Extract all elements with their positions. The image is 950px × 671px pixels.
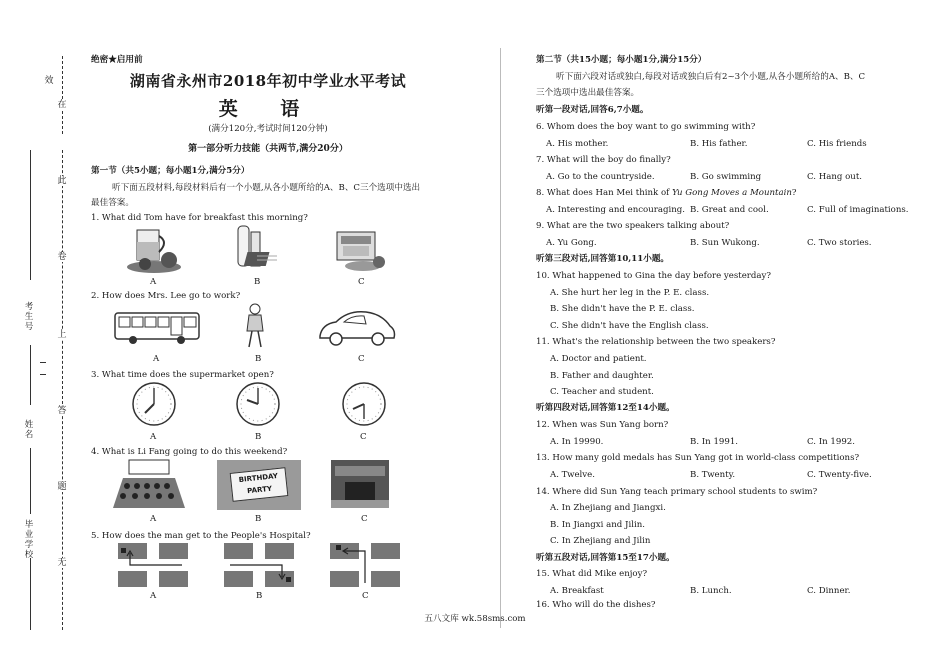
- field-line: [30, 150, 31, 280]
- option-b: B. Lunch.: [690, 586, 732, 596]
- question-8-text: 8. What does Han Mei think of: [536, 188, 673, 198]
- option-b: B. She didn't have the P. E. class.: [550, 304, 695, 314]
- section2-heading: 第二节（共15小题；每小题1分,满分15分）: [536, 55, 707, 65]
- group-heading-1: 听第一段对话,回答6,7小题。: [536, 105, 649, 115]
- group-heading-4: 听第四段对话,回答第12至14小题。: [536, 403, 675, 413]
- breakfast-milk-image: [233, 224, 277, 270]
- option-b: B. Go swimming: [690, 172, 762, 182]
- option-label: C: [358, 277, 365, 287]
- question-5: 5. How does the man get to the People's Hospital?: [91, 531, 311, 541]
- option-c: C. His friends: [807, 139, 867, 149]
- margin-word: 效: [44, 76, 54, 86]
- option-a: A. Yu Gong.: [546, 238, 597, 248]
- option-c: C. Dinner.: [807, 586, 851, 596]
- field-label-school: 毕业学校: [24, 520, 34, 560]
- margin-dash-line: [62, 56, 63, 134]
- option-a: A. She hurt her leg in the P. E. class.: [550, 288, 710, 298]
- clock-image-c: [341, 381, 387, 427]
- question-8-mark: ?: [791, 188, 797, 198]
- option-b: B. Sun Wukong.: [690, 238, 760, 248]
- clock-image-a: [131, 381, 177, 427]
- route-map-a: [118, 543, 188, 587]
- option-c: C. She didn't have the English class.: [550, 321, 709, 331]
- group-heading-5: 听第五段对话,回答第15至17小题。: [536, 553, 675, 563]
- subject-title: 英 语: [218, 98, 318, 120]
- footer-watermark: 五八文库 wk.58sms.com: [424, 614, 526, 624]
- field-label-candidate-no: 考生号: [24, 302, 34, 332]
- section1-heading: 第一节（共5小题；每小题1分,满分5分）: [91, 166, 250, 176]
- question-3: 3. What time does the supermarket open?: [91, 370, 274, 380]
- question-11: 11. What's the relationship between the two speakers?: [536, 337, 776, 347]
- option-label: C: [361, 514, 368, 524]
- field-mark: [40, 374, 46, 375]
- option-c: C. Teacher and student.: [550, 387, 654, 397]
- bus-image: [113, 310, 201, 346]
- walking-woman-image: [244, 303, 268, 349]
- option-label: A: [150, 432, 157, 442]
- part1-heading: 第一部分听力技能（共两节,满分20分）: [188, 144, 348, 154]
- question-8: [536, 188, 797, 199]
- option-c: C. Hang out.: [807, 172, 863, 182]
- option-b: B. Father and daughter.: [550, 371, 654, 381]
- question-1: 1. What did Tom have for breakfast this morning?: [91, 213, 308, 223]
- option-b: B. In Jiangxi and Jilin.: [550, 520, 645, 530]
- option-b: B. Great and cool.: [690, 205, 769, 215]
- option-b: B. His father.: [690, 139, 748, 149]
- option-c: C. Twenty-five.: [807, 470, 872, 480]
- option-label: A: [150, 514, 157, 524]
- route-map-c: [330, 543, 400, 587]
- option-label: B: [256, 591, 263, 601]
- option-label: B: [255, 432, 262, 442]
- section2-instructions-cont: 三个选项中选出最佳答案。: [536, 88, 640, 98]
- option-b: B. In 1991.: [690, 437, 739, 447]
- exam-info: (满分120分,考试时间120分钟): [208, 124, 328, 134]
- option-label: B: [255, 514, 262, 524]
- section2-instructions: 听下面六段对话或独白,每段对话或独白后有2~3个小题,从各小题所给的A、B、C: [556, 72, 866, 82]
- clock-image-b: [235, 381, 281, 427]
- secret-label: 绝密★启用前: [91, 55, 143, 65]
- option-label: A: [150, 591, 157, 601]
- option-a: A. In 19990.: [550, 437, 604, 447]
- margin-word: 卷: [57, 252, 67, 262]
- option-label: B: [255, 354, 262, 364]
- question-10: 10. What happened to Gina the day before yesterday?: [536, 271, 772, 281]
- question-9: 9. What are the two speakers talking about?: [536, 221, 730, 231]
- option-a: A. Breakfast: [550, 586, 604, 596]
- field-line: [30, 558, 31, 630]
- option-a: A. Twelve.: [550, 470, 595, 480]
- margin-word: 在: [57, 100, 67, 110]
- car-image: [316, 308, 398, 348]
- option-c: C. In 1992.: [807, 437, 855, 447]
- margin-word: 题: [57, 482, 67, 492]
- breakfast-juice-image: [125, 224, 183, 274]
- exam-title: 湖南省永州市2018年初中学业水平考试: [129, 72, 407, 90]
- question-6: 6. Whom does the boy want to go swimming with?: [536, 122, 756, 132]
- field-line: [30, 345, 31, 405]
- option-c: C. Full of imaginations.: [807, 205, 909, 215]
- birthday-party-image: [217, 460, 301, 510]
- option-c: C. Two stories.: [807, 238, 872, 248]
- classroom-image: [113, 458, 185, 508]
- question-7: 7. What will the boy do finally?: [536, 155, 671, 165]
- question-13: 13. How many gold medals has Sun Yang got in world-class competitions?: [536, 453, 860, 463]
- cinema-image: [331, 460, 389, 508]
- option-label: B: [254, 277, 261, 287]
- book-title: Yu Gong Moves a Mountain: [672, 188, 792, 198]
- margin-word: 此: [57, 176, 67, 186]
- column-divider: [500, 48, 501, 628]
- question-4: 4. What is Li Fang going to do this weekend?: [91, 447, 288, 457]
- option-a: A. Interesting and encouraging.: [546, 205, 685, 215]
- field-label-name: 姓名: [24, 420, 34, 440]
- option-label: C: [362, 591, 369, 601]
- margin-word: 答: [57, 406, 67, 416]
- option-label: C: [360, 432, 367, 442]
- field-line: [30, 448, 31, 514]
- section1-instructions: 听下面五段材料,每段材料后有一个小题,从各小题所给的A、B、C三个选项中选出: [112, 183, 421, 193]
- option-label: A: [153, 354, 160, 364]
- margin-word: 上: [57, 330, 67, 340]
- option-a: A. Doctor and patient.: [550, 354, 647, 364]
- option-b: B. Twenty.: [690, 470, 736, 480]
- option-a: A. Go to the countryside.: [546, 172, 655, 182]
- route-map-b: [224, 543, 294, 587]
- question-15: 15. What did Mike enjoy?: [536, 569, 648, 579]
- option-label: C: [358, 354, 365, 364]
- question-12: 12. When was Sun Yang born?: [536, 420, 669, 430]
- option-c: C. In Zhejiang and Jilin: [550, 536, 651, 546]
- option-a: A. His mother.: [546, 139, 609, 149]
- breakfast-noodles-image: [333, 224, 389, 272]
- section1-instructions-cont: 最佳答案。: [91, 198, 134, 208]
- field-mark: [40, 362, 46, 363]
- question-16: 16. Who will do the dishes?: [536, 600, 656, 610]
- question-14: 14. Where did Sun Yang teach primary school students to swim?: [536, 487, 818, 497]
- group-heading-3: 听第三段对话,回答第10,11小题。: [536, 254, 670, 264]
- option-label: A: [150, 277, 157, 287]
- question-2: 2. How does Mrs. Lee go to work?: [91, 291, 241, 301]
- margin-word: 无: [57, 558, 67, 568]
- party-sign: BIRTHDAY PARTY: [230, 467, 289, 502]
- option-a: A. In Zhejiang and Jiangxi.: [550, 503, 666, 513]
